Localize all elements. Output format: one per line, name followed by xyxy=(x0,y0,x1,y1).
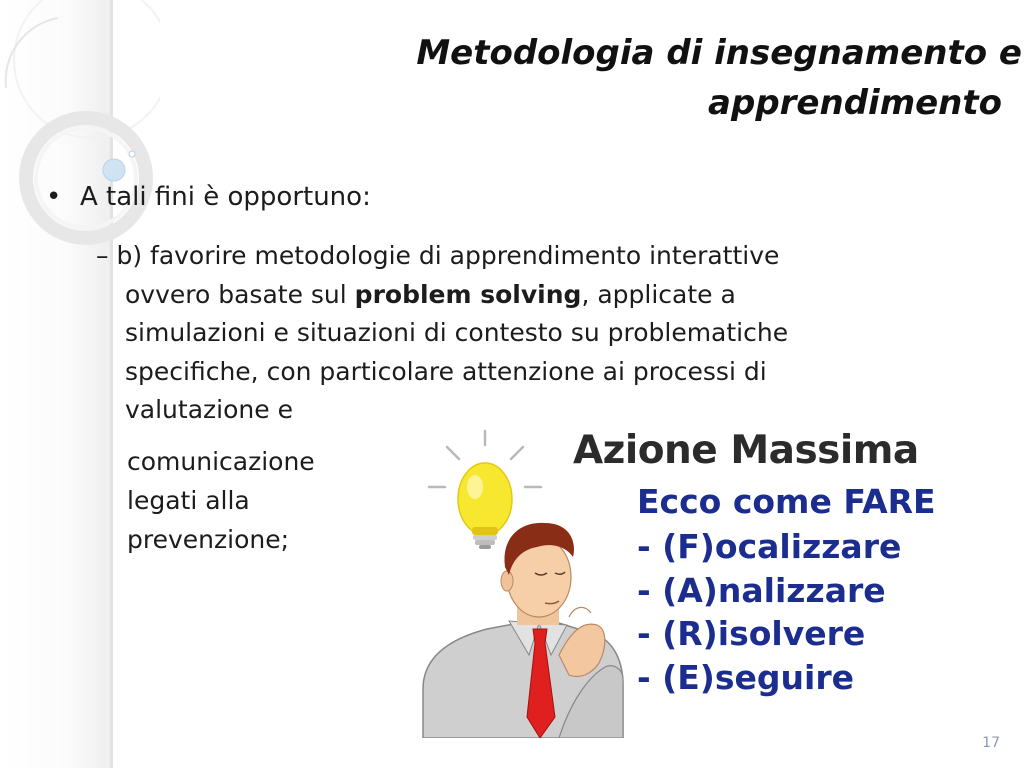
image-step: - (F)ocalizzare xyxy=(637,527,902,566)
deco-ring-thick xyxy=(26,118,146,238)
continuation-line-2: legati alla xyxy=(127,486,250,515)
sub-item-bold-text: problem solving xyxy=(354,279,582,309)
thinking-man-figure xyxy=(423,523,623,738)
image-subtitle: Ecco come FARE xyxy=(637,482,936,521)
continuation-line-1: comunicazione xyxy=(127,447,315,476)
sub-item-text-before: – b) favorire metodologie di apprendimento interattive ovvero basate sul xyxy=(96,241,780,309)
decorative-circles xyxy=(0,0,160,260)
sub-item-paragraph xyxy=(96,237,866,430)
image-title: Azione Massima xyxy=(573,428,919,473)
sub-item-text-after: , applicate a simulazioni e situazioni di contesto su problematiche specifiche, con particolare attenzione ai processi di valutazione e xyxy=(125,279,789,424)
image-steps-list xyxy=(637,525,901,699)
image-step: - (A)nalizzare xyxy=(637,570,886,610)
image-step: - (R)isolvere xyxy=(637,614,866,653)
bullet-symbol: • xyxy=(46,182,62,212)
sub-item xyxy=(96,237,866,430)
light-bulb-icon xyxy=(458,463,512,549)
slide-title-line-2: apprendimento xyxy=(708,83,1002,123)
sub-item-continuation xyxy=(127,442,387,559)
azione-massima-image xyxy=(409,417,967,738)
slide-title-line-1: Metodologia di insegnamento e xyxy=(416,33,1022,73)
slide-title xyxy=(324,28,1024,128)
continuation-line-3: prevenzione; xyxy=(127,525,290,554)
slide-number: 17 xyxy=(982,735,1000,751)
bullet-item xyxy=(46,180,371,214)
image-step: - (E)seguire xyxy=(637,657,854,697)
bullet-text: A tali fini è opportuno: xyxy=(80,182,371,212)
deco-bubble-small xyxy=(129,151,135,157)
deco-bubble xyxy=(103,159,125,181)
